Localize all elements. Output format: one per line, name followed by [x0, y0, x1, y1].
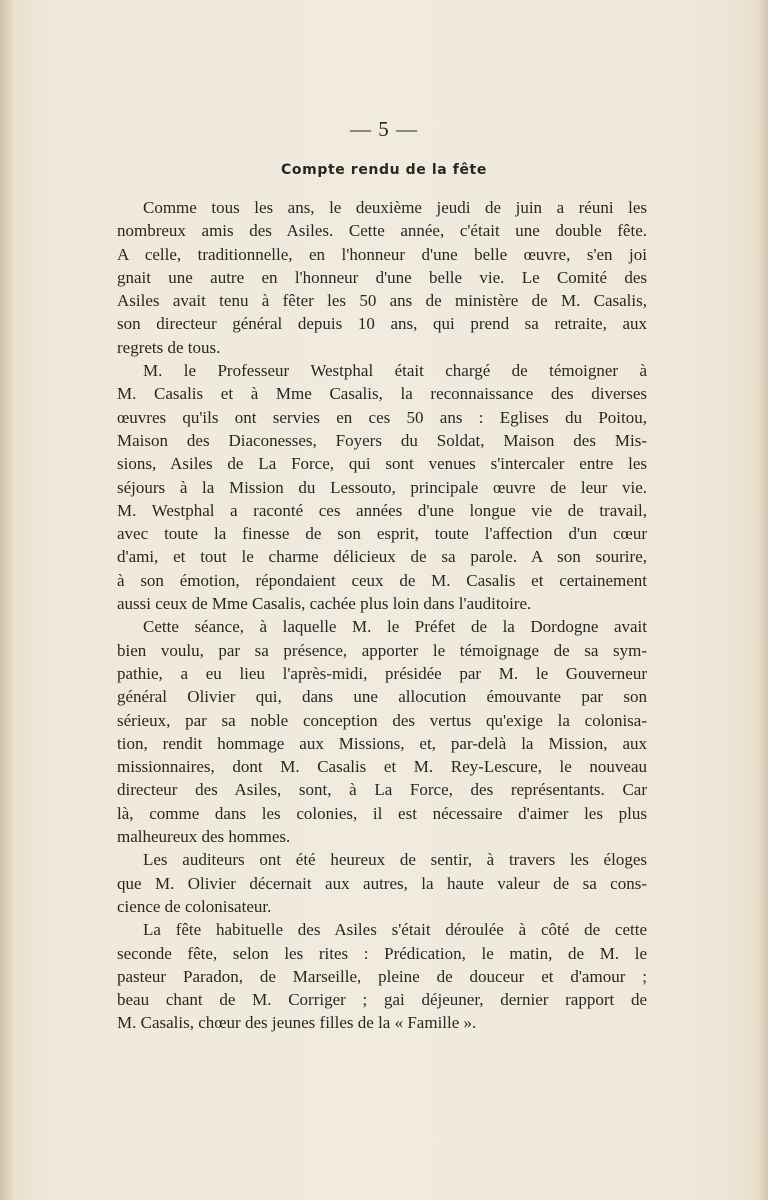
text-line: nombreux amis des Asiles. Cette année, c'était une double fête. — [117, 221, 647, 241]
text-line: aussi ceux de Mme Casalis, cachée plus loin dans l'auditoire. — [117, 594, 532, 614]
text-line: général Olivier qui, dans une allocution émouvante par son — [117, 687, 647, 707]
text-line: sérieux, par sa noble conception des vertus qu'exige la colonisa- — [117, 710, 647, 730]
text-line: missionnaires, dont M. Casalis et M. Rey-Lescure, le nouveau — [117, 757, 647, 777]
text-line: œuvres qu'ils ont servies en ces 50 ans : Eglises du Poitou, — [117, 407, 647, 427]
text-line: gnait une autre en l'honneur d'une belle vie. Le Comité des — [117, 267, 647, 287]
text-line: A celle, traditionnelle, en l'honneur d'une belle œuvre, s'en joi — [117, 244, 647, 264]
page-gutter-shadow — [0, 0, 14, 1200]
text-line: d'ami, et tout le charme délicieux de sa parole. A son sourire, — [117, 547, 647, 567]
text-line: M. Westphal a raconté ces années d'une longue vie de travail, — [117, 500, 647, 520]
text-line: beau chant de M. Corriger ; gai déjeuner, dernier rapport de — [117, 990, 647, 1010]
text-line: pathie, a eu lieu l'après-midi, présidée par M. le Gouverneur — [117, 663, 647, 683]
text-line: Maison des Diaconesses, Foyers du Soldat, Maison des Mis- — [117, 430, 647, 450]
text-line: Asiles avait tenu à fêter les 50 ans de ministère de M. Casalis, — [117, 291, 647, 311]
text-line: seconde fête, selon les rites : Prédication, le matin, de M. le — [117, 943, 647, 963]
text-line: cience de colonisateur. — [117, 896, 272, 916]
text-line: M. le Professeur Westphal était chargé de témoigner à — [143, 361, 647, 381]
text-line: là, comme dans les colonies, il est nécessaire d'aimer les plus — [117, 803, 647, 823]
text-line: que M. Olivier décernait aux autres, la haute valeur de sa cons- — [117, 873, 647, 893]
text-line: tion, rendit hommage aux Missions, et, par-delà la Mission, aux — [117, 733, 647, 753]
page-edge-shadow — [758, 0, 768, 1200]
text-line: malheureux des hommes. — [117, 827, 291, 847]
text-line: séjours à la Mission du Lessouto, principale œuvre de leur vie. — [117, 477, 647, 497]
text-line: pasteur Paradon, de Marseille, pleine de douceur et d'amour ; — [117, 966, 647, 986]
text-line: directeur des Asiles, sont, à La Force, des représentants. Car — [117, 780, 647, 800]
text-line: à son émotion, répondaient ceux de M. Casalis et certainement — [117, 570, 647, 590]
text-line: son directeur général depuis 10 ans, qui prend sa retraite, aux — [117, 314, 647, 334]
section-title: Compte rendu de la fête — [281, 162, 487, 178]
text-line: sions, Asiles de La Force, qui sont venues s'intercaler entre les — [117, 454, 647, 474]
text-line: Cette séance, à laquelle M. le Préfet de la Dordogne avait — [143, 617, 647, 637]
text-line: M. Casalis, chœur des jeunes filles de la « Famille ». — [117, 1013, 477, 1033]
text-line: Comme tous les ans, le deuxième jeudi de juin a réuni les — [143, 198, 647, 217]
page-number: — 5 — — [350, 117, 418, 141]
text-line: M. Casalis et à Mme Casalis, la reconnaissance des diverses — [117, 384, 647, 404]
text-line: La fête habituelle des Asiles s'était déroulée à côté de cette — [143, 920, 647, 940]
text-line: Les auditeurs ont été heureux de sentir, à travers les éloges — [143, 850, 647, 870]
text-line: regrets de tous. — [117, 337, 221, 357]
text-line: bien voulu, par sa présence, apporter le témoignage de sa sym- — [117, 640, 647, 660]
text-line: avec toute la finesse de son esprit, toute l'affection d'un cœur — [117, 524, 647, 544]
body-text — [117, 196, 647, 1035]
